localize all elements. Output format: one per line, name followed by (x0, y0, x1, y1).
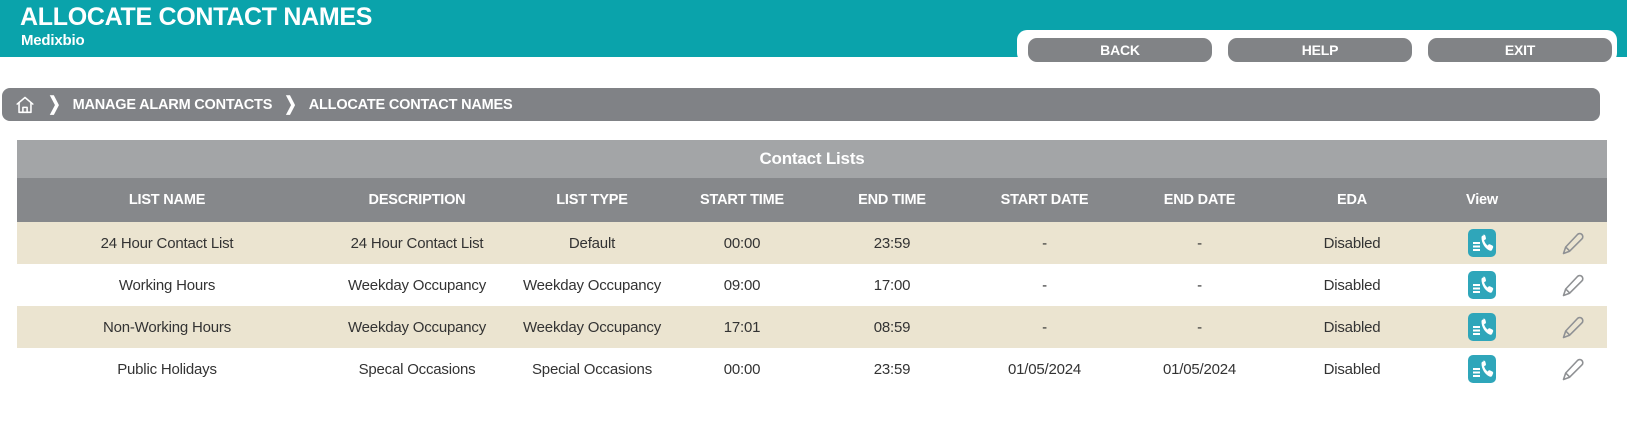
column-header-view: View (1427, 178, 1537, 222)
contact-phone-icon[interactable] (1468, 355, 1496, 383)
cell-description: Weekday Occupancy (347, 276, 487, 294)
cell-start-time: 09:00 (723, 276, 761, 294)
cell-view (1427, 348, 1537, 390)
cell-end-date: - (1197, 234, 1202, 252)
cell-start-time: 00:00 (723, 234, 761, 252)
cell-view (1427, 222, 1537, 264)
cell-start-time: 17:01 (723, 318, 761, 336)
cell-end-date: - (1197, 318, 1202, 336)
cell-eda: Disabled (1323, 234, 1381, 252)
cell-list-type: Default (568, 234, 616, 252)
breadcrumb (2, 88, 1600, 121)
cell-eda: Disabled (1323, 360, 1381, 378)
pencil-icon[interactable] (1558, 313, 1586, 341)
cell-eda: Disabled (1323, 276, 1381, 294)
column-header-end-date: END DATE (1122, 178, 1277, 222)
pencil-icon[interactable] (1558, 355, 1586, 383)
cell-list-type: Weekday Occupancy (522, 318, 662, 336)
contact-table-body (17, 222, 1607, 390)
cell-description: Weekday Occupancy (347, 318, 487, 336)
contact-phone-icon[interactable] (1468, 271, 1496, 299)
chevron-right-icon: ❯ (48, 93, 61, 116)
table-row (17, 222, 1607, 264)
column-header-description: DESCRIPTION (317, 178, 517, 222)
contact-phone-icon[interactable] (1468, 229, 1496, 257)
cell-view (1427, 306, 1537, 348)
table-row (17, 264, 1607, 306)
cell-list-name: Public Holidays (117, 360, 217, 378)
column-header-end-time: END TIME (817, 178, 967, 222)
breadcrumb-item-manage-alarm-contacts[interactable]: MANAGE ALARM CONTACTS (72, 96, 273, 113)
contact-phone-icon[interactable] (1468, 313, 1496, 341)
cell-end-time: 08:59 (873, 318, 911, 336)
cell-start-date: 01/05/2024 (1007, 360, 1082, 378)
cell-eda: Disabled (1323, 318, 1381, 336)
cell-list-type: Weekday Occupancy (522, 276, 662, 294)
column-header-edit (1537, 178, 1607, 222)
cell-end-time: 17:00 (873, 276, 911, 294)
cell-list-name: Working Hours (118, 276, 216, 294)
page-subtitle: Medixbio (21, 32, 85, 49)
cell-list-name: Non-Working Hours (102, 318, 232, 336)
cell-edit (1537, 222, 1607, 264)
cell-view (1427, 264, 1537, 306)
back-button[interactable]: BACK (1028, 38, 1212, 62)
cell-end-date: 01/05/2024 (1162, 360, 1237, 378)
table-row (17, 348, 1607, 390)
column-header-start-date: START DATE (967, 178, 1122, 222)
cell-description: Specal Occasions (358, 360, 476, 378)
pencil-icon[interactable] (1558, 271, 1586, 299)
chevron-right-icon: ❯ (284, 93, 297, 116)
page-title: ALLOCATE CONTACT NAMES (20, 3, 373, 31)
pencil-icon[interactable] (1558, 229, 1586, 257)
table-title: Contact Lists (17, 140, 1607, 178)
exit-button[interactable]: EXIT (1428, 38, 1612, 62)
contact-lists-table (17, 140, 1607, 390)
cell-start-date: - (1042, 318, 1047, 336)
cell-edit (1537, 348, 1607, 390)
cell-edit (1537, 306, 1607, 348)
table-row (17, 306, 1607, 348)
cell-list-name: 24 Hour Contact List (100, 234, 234, 252)
help-button[interactable]: HELP (1228, 38, 1412, 62)
cell-list-type: Special Occasions (532, 360, 652, 378)
cell-end-date: - (1197, 276, 1202, 294)
cell-end-time: 23:59 (873, 234, 911, 252)
column-header-eda: EDA (1277, 178, 1427, 222)
home-icon[interactable] (14, 94, 36, 116)
column-header-list-name: LIST NAME (17, 178, 317, 222)
column-header-list-type: LIST TYPE (517, 178, 667, 222)
cell-description: 24 Hour Contact List (350, 234, 484, 252)
table-header-row (17, 178, 1607, 222)
cell-start-time: 00:00 (723, 360, 761, 378)
cell-start-date: - (1042, 276, 1047, 294)
cell-edit (1537, 264, 1607, 306)
action-button-tray (1017, 30, 1617, 63)
cell-start-date: - (1042, 234, 1047, 252)
cell-end-time: 23:59 (873, 360, 911, 378)
column-header-start-time: START TIME (667, 178, 817, 222)
breadcrumb-item-allocate-contact-names[interactable]: ALLOCATE CONTACT NAMES (308, 96, 513, 113)
